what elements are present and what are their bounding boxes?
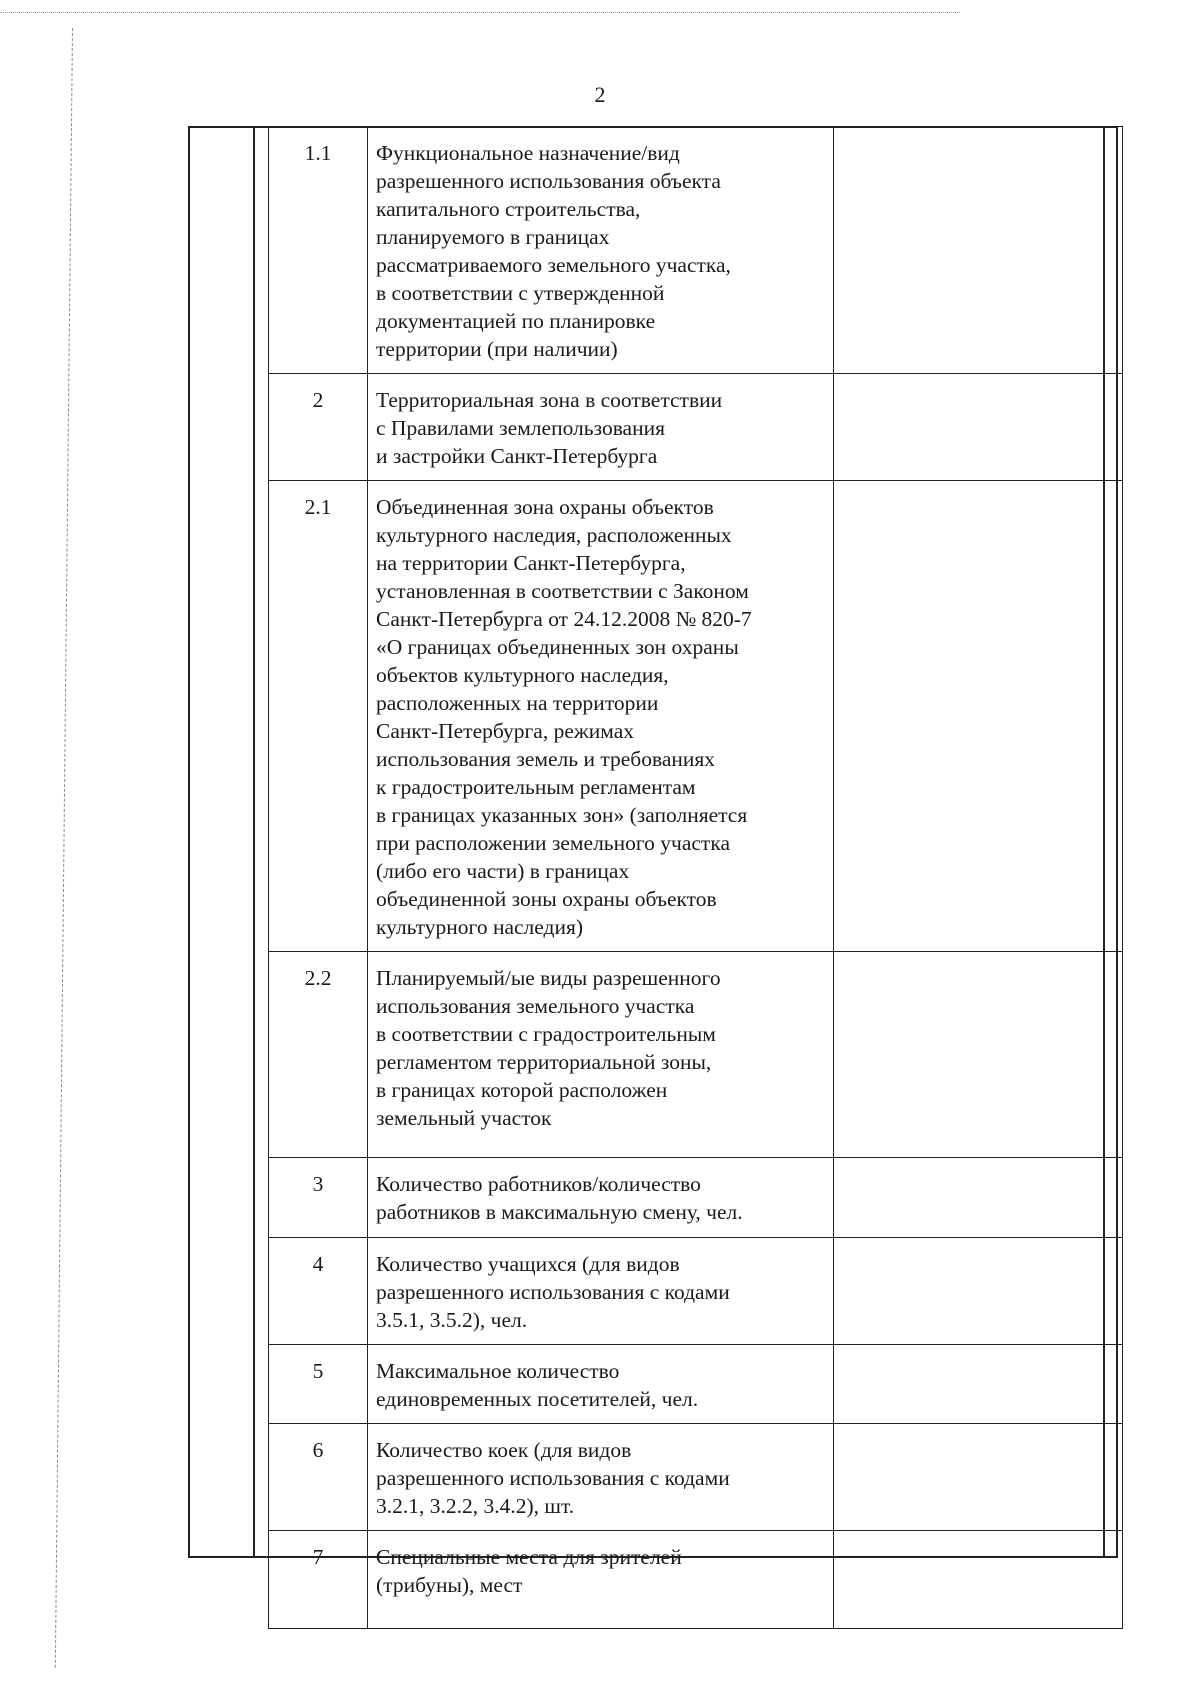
description-line: рассматриваемого земельного участка, <box>376 253 731 277</box>
frame-inner-left-line <box>253 126 255 1558</box>
row-description <box>368 1158 834 1238</box>
row-description <box>368 1238 834 1345</box>
description-line: в границах которой расположен <box>376 1078 668 1102</box>
table-row <box>269 127 1123 374</box>
description-line: территории (при наличии) <box>376 337 618 361</box>
table-row <box>269 1345 1123 1424</box>
description-line: Функциональное назначение/вид <box>376 141 680 165</box>
description-line: разрешенного использования с кодами <box>376 1280 730 1304</box>
description-line: работников в максимальную смену, чел. <box>376 1200 743 1224</box>
description-line: использования земельного участка <box>376 994 695 1018</box>
description-line: установленная в соответствии с Законом <box>376 579 749 603</box>
description-line: разрешенного использования с кодами <box>376 1466 730 1490</box>
description-line: объединенной зоны охраны объектов <box>376 887 717 911</box>
description-line: и застройки Санкт-Петербурга <box>376 444 658 468</box>
description-line: к градостроительным регламентам <box>376 775 696 799</box>
row-number: 7 <box>269 1531 368 1629</box>
description-line: документацией по планировке <box>376 309 656 333</box>
scan-edge-top <box>0 12 960 13</box>
row-number: 3 <box>269 1158 368 1238</box>
row-description <box>368 481 834 952</box>
row-number: 2.1 <box>269 481 368 952</box>
description-line: земельный участок <box>376 1106 552 1130</box>
description-line: Планируемый/ые виды разрешенного <box>376 966 721 990</box>
description-line: Количество коек (для видов <box>376 1438 632 1462</box>
description-line: единовременных посетителей, чел. <box>376 1387 699 1411</box>
table-row <box>269 374 1123 481</box>
row-description <box>368 1345 834 1424</box>
row-number: 2.2 <box>269 952 368 1158</box>
form-table <box>268 126 1123 1629</box>
description-line: культурного наследия) <box>376 915 584 939</box>
description-line: капитального строительства, <box>376 197 641 221</box>
description-line: Специальные места для зрителей <box>376 1545 682 1569</box>
table-row <box>269 1158 1123 1238</box>
row-value-field[interactable] <box>834 952 1123 1158</box>
row-value-field[interactable] <box>834 1345 1123 1424</box>
description-line: с Правилами землепользования <box>376 416 666 440</box>
row-value-field[interactable] <box>834 481 1123 952</box>
description-line: регламентом территориальной зоны, <box>376 1050 712 1074</box>
scan-edge-left <box>55 28 73 1668</box>
table-row <box>269 481 1123 952</box>
description-line: культурного наследия, расположенных <box>376 523 732 547</box>
description-line: Количество работников/количество <box>376 1172 701 1196</box>
description-line: на территории Санкт-Петербурга, <box>376 551 686 575</box>
row-number: 1.1 <box>269 127 368 374</box>
description-line: 3.2.1, 3.2.2, 3.4.2), шт. <box>376 1494 575 1518</box>
table-row <box>269 1238 1123 1345</box>
description-line: (либо его части) в границах <box>376 859 630 883</box>
description-line: Количество учащихся (для видов <box>376 1252 680 1276</box>
row-value-field[interactable] <box>834 1424 1123 1531</box>
description-line: планируемого в границах <box>376 225 610 249</box>
description-line: в соответствии с утвержденной <box>376 281 665 305</box>
description-line: объектов культурного наследия, <box>376 663 669 687</box>
description-line: Территориальная зона в соответствии <box>376 388 723 412</box>
description-line: при расположении земельного участка <box>376 831 730 855</box>
description-line: Санкт-Петербурга, режимах <box>376 719 634 743</box>
description-line: (трибуны), мест <box>376 1573 523 1597</box>
row-value-field[interactable] <box>834 1531 1123 1629</box>
row-value-field[interactable] <box>834 374 1123 481</box>
description-line: расположенных на территории <box>376 691 659 715</box>
description-line: Максимальное количество <box>376 1359 620 1383</box>
description-line: 3.5.1, 3.5.2), чел. <box>376 1308 528 1332</box>
form-table-body <box>269 127 1123 1629</box>
description-line: Объединенная зона охраны объектов <box>376 495 714 519</box>
row-description <box>368 127 834 374</box>
row-description <box>368 1424 834 1531</box>
row-number: 4 <box>269 1238 368 1345</box>
description-line: разрешенного использования объекта <box>376 169 721 193</box>
row-value-field[interactable] <box>834 127 1123 374</box>
description-line: «О границах объединенных зон охраны <box>376 635 739 659</box>
row-number: 2 <box>269 374 368 481</box>
table-row <box>269 1531 1123 1629</box>
table-row <box>269 1424 1123 1531</box>
row-value-field[interactable] <box>834 1238 1123 1345</box>
description-line: в соответствии с градостроительным <box>376 1022 716 1046</box>
row-value-field[interactable] <box>834 1158 1123 1238</box>
description-line: использования земель и требованиях <box>376 747 716 771</box>
row-number: 5 <box>269 1345 368 1424</box>
description-line: в границах указанных зон» (заполняется <box>376 803 748 827</box>
row-description <box>368 952 834 1158</box>
page-number: 2 <box>594 82 606 107</box>
row-number: 6 <box>269 1424 368 1531</box>
row-description <box>368 1531 834 1629</box>
table-row <box>269 952 1123 1158</box>
row-description <box>368 374 834 481</box>
description-line: Санкт-Петербурга от 24.12.2008 № 820-7 <box>376 607 752 631</box>
